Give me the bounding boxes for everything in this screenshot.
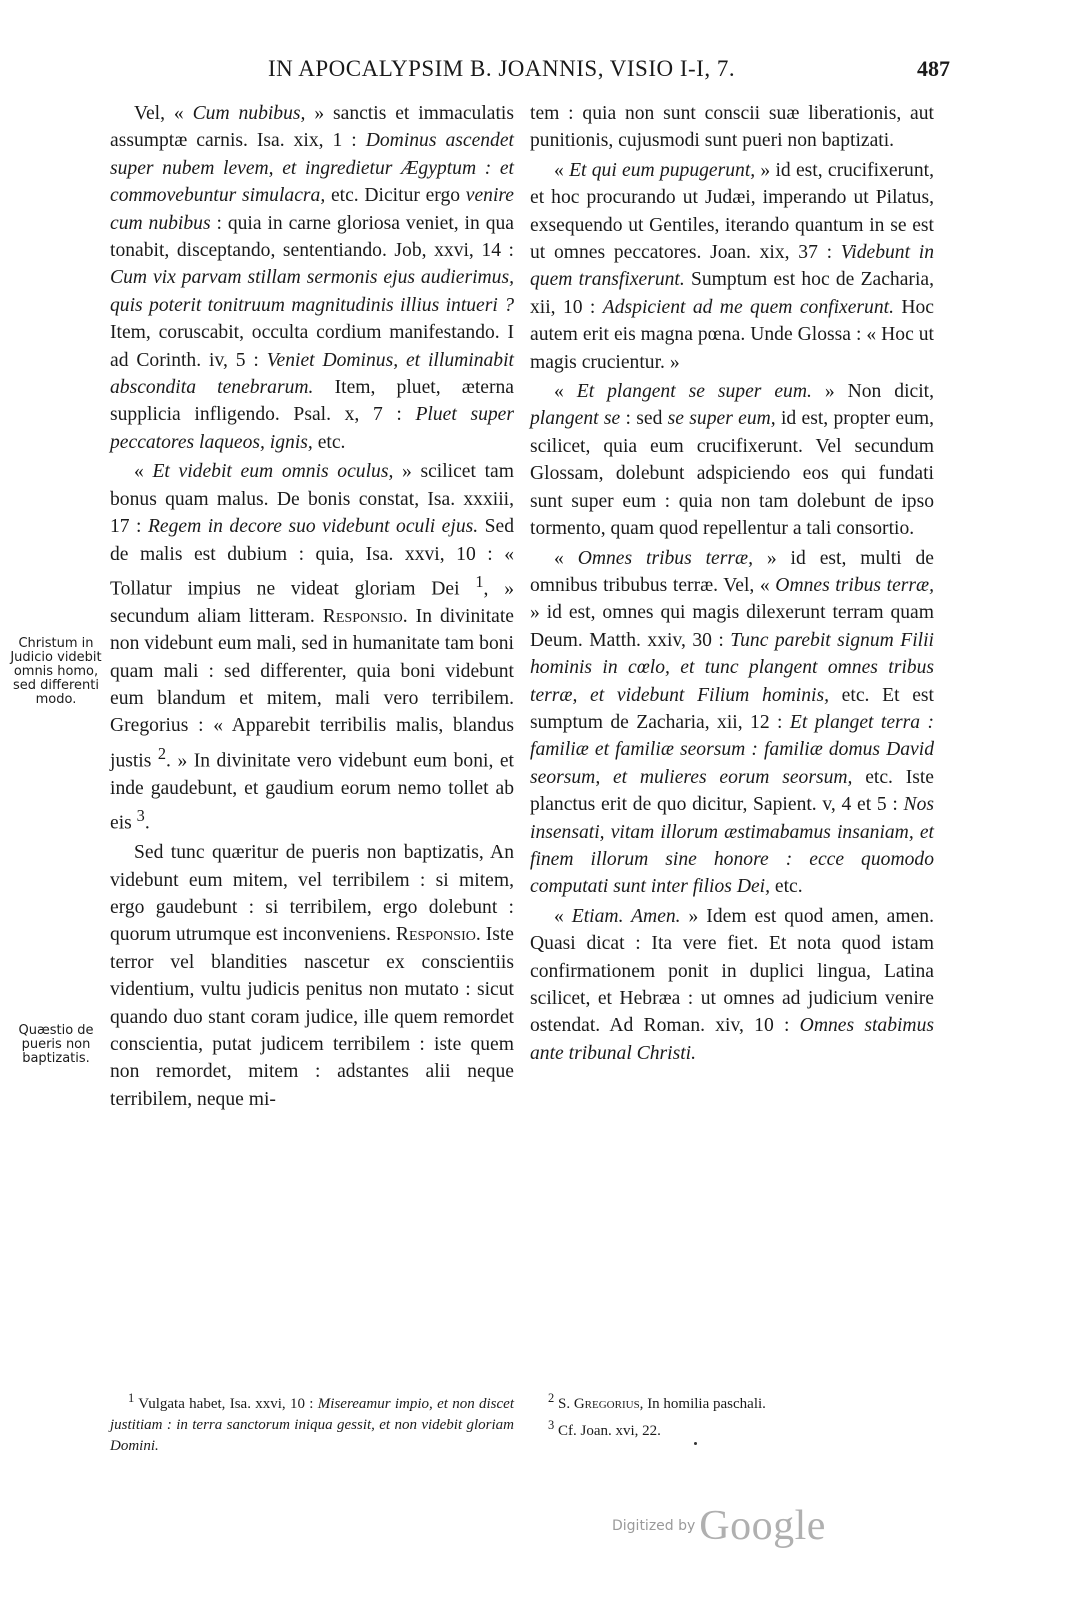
paragraph: « Etiam. Amen. » Idem est quod amen, amen. Quasi dicat : Ita vere fiet. Et nota quod istam confirmationem ponit in duplici lingua, Latina scilicet, et Hebræa : ut omnes ad judicium venire ostendat. Ad Roman. xiv, 10 : Omnes stabimus ante tribunal Christi. bbox=[530, 905, 935, 1064]
ink-dot bbox=[694, 1442, 697, 1445]
margin-note-christum: Christum in Judicio videbit omnis homo, sed differenti modo. bbox=[10, 636, 102, 707]
footnotes-right bbox=[530, 1388, 934, 1442]
running-title: IN APOCALYPSIM B. JOANNIS, VISIO I-I, 7. bbox=[268, 56, 736, 81]
footnote-ref: 3 bbox=[136, 806, 145, 826]
left-column bbox=[110, 100, 514, 1113]
paragraph: « Et videbit eum omnis oculus, » scilicet tam bonus quam malus. De bonis constat, Isa. xxxiii, 17 : Regem in decore suo videbunt oculi ejus. Sed de malis est dubium : quia, Isa. xxvi, 10 : « Tollatur impius ne videat gloriam Dei $^1$, » secundum aliam litteram. Responsio. In divinitate non videbunt eum mali, sed in humanitate tam boni quam mali : sed differenter, quia boni videbunt eum blandum et mitem, mali vero terribilem. Gregorius : « Apparebit terribilis malis, blandus justis $^2$. » In divinitate vero videbunt eum boni, et inde gaudebunt, et gaudium eorum nemo tollet ab eis $^3$. bbox=[110, 461, 515, 834]
footnote: $^3$ Cf. Joan. xvi, 22. bbox=[548, 1418, 661, 1439]
digitized-watermark bbox=[612, 1502, 826, 1550]
footnote-ref: 1 bbox=[475, 571, 484, 591]
google-logo: Google bbox=[699, 1503, 826, 1549]
paragraph: Vel, « Cum nubibus, » sanctis et immaculatis assumptæ carnis. Isa. xix, 1 : Dominus ascendet super nubem levem, et ingredietur Ægyptum : et commovebuntur simulacra, etc. Dicitur ergo venire cum nubibus : quia in carne gloriosa veniet, in qua tonabit, disceptando, sententiando. Job, xxvi, 14 : Cum vix parvam stillam sermonis ejus audierimus, quis poterit tonitruum magnitudinis illius intueri ? Item, coruscabit, occulta cordium manifestando. I ad Corinth. iv, 5 : Veniet Dominus, et illuminabit abscondita tenebrarum. Item, pluet, æterna supplicia infligendo. Psal. x, 7 : Pluet super peccatores laqueos, ignis, etc. bbox=[110, 103, 514, 453]
page-number: 487 bbox=[917, 56, 950, 81]
footnotes-left bbox=[110, 1388, 514, 1457]
footnote: $^1$ Vulgata habet, Isa. xxvi, 10 : Misereamur impio, et non discet justitiam : in terra sanctorum iniqua gessit, et non videbit gloriam Domini. bbox=[110, 1391, 515, 1454]
footnote: $^2$ S. Gregorius, In homilia paschali. bbox=[548, 1391, 766, 1412]
page-header bbox=[0, 56, 1075, 92]
paragraph: tem : quia non sunt conscii suæ liberationis, aut punitionis, cujusmodi sunt pueri non baptizati. bbox=[530, 103, 934, 152]
paragraph: « Omnes tribus terræ, » id est, multi de omnibus tribubus terræ. Vel, « Omnes tribus terræ, » id est, omnes qui magis dilexerunt terram quam Deum. Matth. xxiv, 30 : Tunc parebit signum Filii hominis in cœlo, et tunc plangent omnes tribus terræ, et videbunt Filium hominis, etc. Et est sumptum de Zacharia, xii, 12 : Et planget terra : familiæ et familiæ seorsum : familiæ domus David seorsum, et mulieres eorum seorsum, etc. Iste planctus erit de quo dicitur, Sapient. v, 4 et 5 : Nos insensati, vitam illorum æstimabamus insaniam, et finem illorum sine honore : ecce quomodo computati sunt inter filios Dei, etc. bbox=[530, 547, 935, 898]
footnote-ref: 2 bbox=[157, 743, 167, 763]
digitized-label: Digitized by bbox=[612, 1518, 696, 1534]
margin-note-quaestio: Quæstio de pueris non baptizatis. bbox=[18, 1023, 94, 1066]
paragraph: « Et plangent se super eum. » Non dicit, plangent se : sed se super eum, id est, propter eum, scilicet, quia eum crucifixerunt. Vel secundum Glossam, dolebunt adspiciendo eos qui fundati sunt super eum : quia non tam dolebunt de ipso tormento, quam quod repellentur a tali consortio. bbox=[530, 381, 935, 540]
right-column bbox=[530, 100, 934, 1067]
paragraph: « Et qui eum pupugerunt, » id est, crucifixerunt, et hoc procurando ut Judæi, imperando ut Pilatus, exsequendo ut Gentiles, iterando quantum in se est ut omnes peccatores. Joan. xix, 37 : Videbunt in quem transfixerunt. Sumptum est hoc de Zacharia, xii, 10 : Adspicient ad me quem confixerunt. Hoc autem erit eis magna pœna. Unde Glossa : « Hoc ut magis crucientur. » bbox=[530, 159, 934, 373]
paragraph: Sed tunc quæritur de pueris non baptizatis, An videbunt eum mitem, vel terribilem : si mitem, ergo gaudebunt : si terribilem, ergo dolebunt : quorum utrumque est inconveniens. Responsio. Iste terror vel blandities nascetur ex conscientiis videntium, vultu judicis penitus non mutato : sicut quando duo stant coram judice, ille quem remordet conscientia, putat judicem terribilem : iste quem non remordet, mitem : adstantes alii neque terribilem, neque mi- bbox=[110, 842, 514, 1110]
